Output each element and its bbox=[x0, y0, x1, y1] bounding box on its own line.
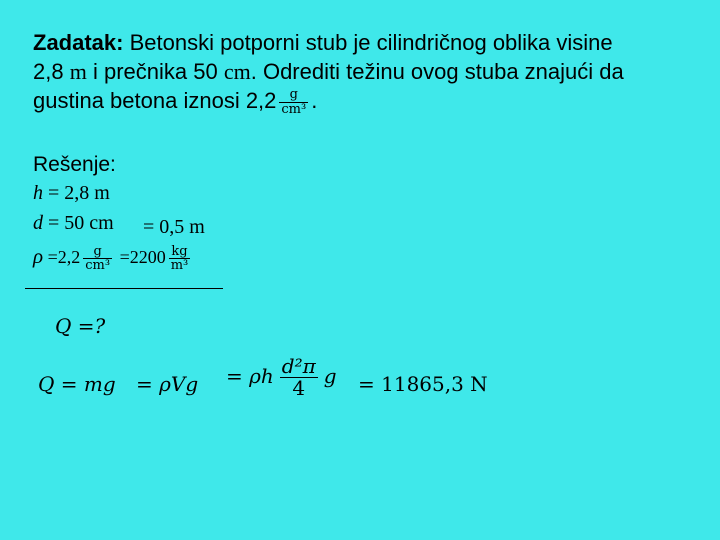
equation-fraction-numerator: d²π bbox=[281, 354, 316, 378]
density-text: gustina betona iznosi 2,2 bbox=[33, 88, 277, 113]
problem-text-1: Betonski potporni stub je cilindričnog oblika visine bbox=[129, 30, 613, 55]
density-given-unit-numerator: g bbox=[83, 245, 112, 260]
problem-label: Zadatak: bbox=[33, 30, 124, 55]
given-diameter bbox=[33, 212, 114, 235]
given-density bbox=[33, 244, 193, 273]
problem-line-1 bbox=[33, 28, 624, 57]
density-given-value: =2,2 bbox=[43, 247, 81, 267]
equation-result: = 11865,3 N bbox=[358, 372, 488, 396]
equation-q-text: Q = mg bbox=[38, 372, 116, 396]
density-converted-value: =2200 bbox=[119, 247, 166, 267]
problem-statement bbox=[33, 28, 624, 116]
unknown-quantity bbox=[55, 314, 105, 338]
problem-line-2 bbox=[33, 57, 624, 86]
height-given-value: = 2,8 m bbox=[43, 182, 110, 204]
problem-text-2: . Odrediti težinu ovog stuba znajući da bbox=[250, 59, 624, 84]
problem-period: . bbox=[311, 88, 318, 113]
height-unit: m bbox=[69, 59, 87, 84]
density-unit-fraction bbox=[279, 88, 308, 116]
equation-step-2-g: g bbox=[323, 364, 337, 388]
density-given-unit bbox=[83, 245, 112, 273]
height-symbol: h bbox=[33, 182, 43, 204]
equation-q bbox=[38, 372, 116, 396]
problem-line-3 bbox=[33, 86, 624, 116]
density-converted-unit-denominator: m³ bbox=[170, 258, 189, 274]
diameter-text: i prečnika 50 bbox=[92, 59, 218, 84]
density-unit-numerator: g bbox=[279, 88, 308, 103]
height-value: 2,8 bbox=[33, 59, 64, 84]
equation-step-1 bbox=[136, 372, 198, 396]
equation-step-2 bbox=[226, 356, 337, 399]
diameter-symbol: d bbox=[33, 212, 43, 234]
density-converted-unit bbox=[169, 245, 191, 273]
diameter-unit: cm bbox=[223, 59, 251, 84]
density-unit-denominator: cm³ bbox=[281, 101, 307, 117]
equation-step-1-text: = ρVg bbox=[136, 372, 199, 396]
unknown-text: Q =? bbox=[55, 314, 106, 338]
diameter-given-value: = 50 cm bbox=[43, 212, 114, 234]
given-separator-line bbox=[25, 288, 223, 289]
equation-fraction bbox=[280, 356, 318, 399]
density-converted-unit-numerator: kg bbox=[169, 245, 191, 260]
equation-fraction-denominator: 4 bbox=[292, 376, 306, 400]
equation-step-2-text: = ρh bbox=[226, 364, 274, 388]
diameter-converted: = 0,5 m bbox=[143, 216, 205, 238]
rho-symbol: ρ bbox=[33, 244, 44, 268]
density-given-unit-denominator: cm³ bbox=[85, 258, 111, 274]
solution-heading: Rešenje: bbox=[33, 153, 116, 176]
given-height bbox=[33, 182, 110, 205]
